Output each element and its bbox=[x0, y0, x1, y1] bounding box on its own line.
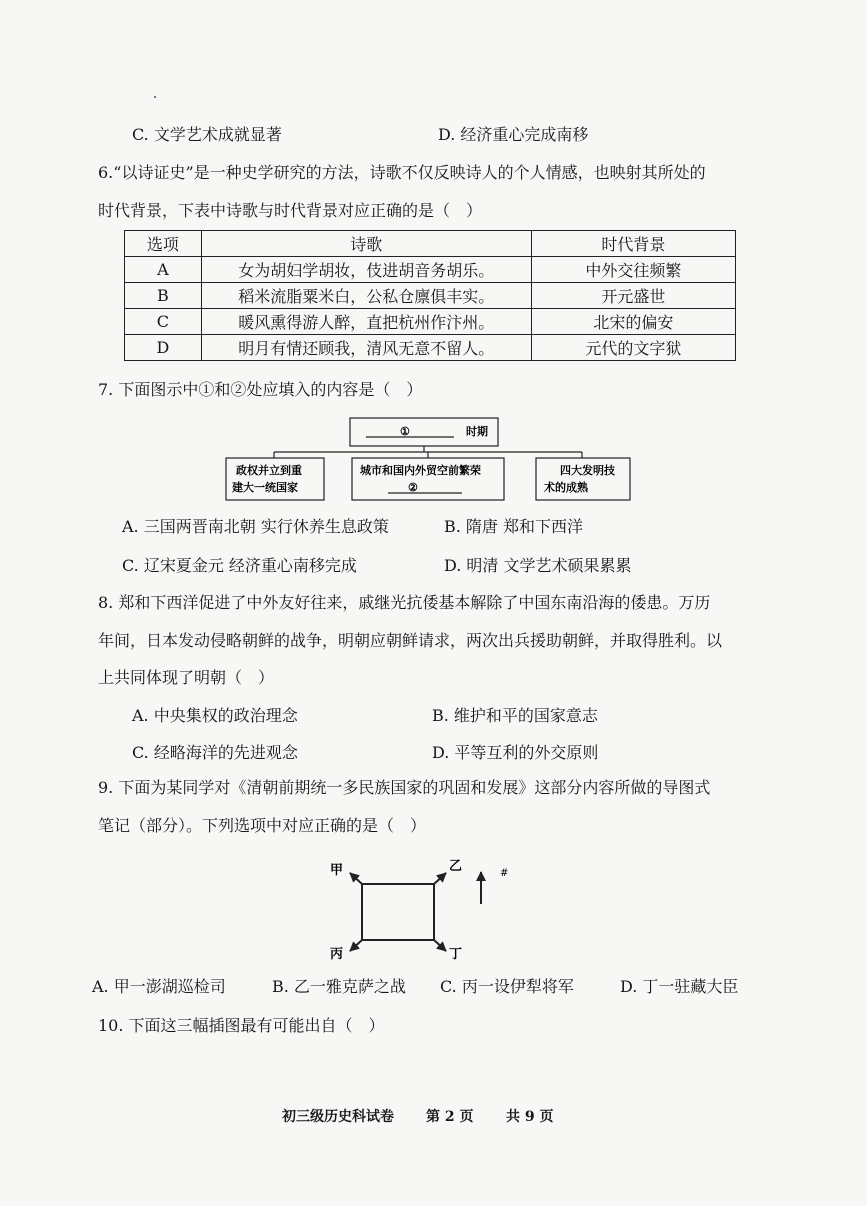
q9-option-b: B. 乙一雅克萨之战 bbox=[272, 977, 406, 996]
footer-total-pages: 共 9 页 bbox=[506, 1109, 554, 1125]
diagram-middle-text-1: 城市和国内外贸空前繁荣 bbox=[360, 464, 481, 477]
table-cell: A bbox=[125, 257, 202, 283]
q7-option-d: D. 明清 文学艺术硕果累累 bbox=[444, 556, 632, 575]
q5-option-c: C. 文学艺术成就显著 bbox=[132, 125, 282, 144]
q8-option-c: C. 经略海洋的先进观念 bbox=[132, 743, 298, 762]
q7-option-a: A. 三国两晋南北朝 实行休养生息政策 bbox=[122, 517, 389, 536]
q9-stem-line1: 9. 下面为某同学对《清朝前期统一多民族国家的巩固和发展》这部分内容所做的导图式 bbox=[98, 778, 711, 797]
table-header-cell: 选项 bbox=[125, 231, 202, 257]
q8-stem-line2: 年间，日本发动侵略朝鲜的战争，明朝应朝鲜请求，两次出兵援助朝鲜，并取得胜利。以 bbox=[98, 631, 723, 650]
mindmap-label-yi: 乙 bbox=[449, 859, 463, 874]
table-cell: D bbox=[125, 335, 202, 361]
q7-stem: 7. 下面图示中①和②处应填入的内容是（ ） bbox=[98, 380, 423, 399]
mindmap-arrow-jia bbox=[350, 873, 362, 884]
mindmap-label-bing: 丙 bbox=[330, 947, 344, 962]
q10-stem: 10. 下面这三幅插图最有可能出自（ ） bbox=[98, 1016, 385, 1035]
diagram-left-text-2: 建大一统国家 bbox=[232, 481, 298, 494]
diagram-top-suffix: 时期 bbox=[466, 425, 488, 438]
q9-stem-line2: 笔记（部分）。下列选项中对应正确的是（ ） bbox=[98, 816, 427, 835]
table-cell: B bbox=[125, 283, 202, 309]
q8-option-d: D. 平等互利的外交原则 bbox=[432, 743, 599, 762]
q6-stem-line1: 6.“以诗证史”是一种史学研究的方法，诗歌不仅反映诗人的个人情感，也映射其所处的 bbox=[98, 163, 706, 182]
q8-stem-line1: 8. 郑和下西洋促进了中外友好往来，戚继光抗倭基本解除了中国东南沿海的倭患。万历 bbox=[98, 593, 711, 612]
mindmap-arrow-bing bbox=[350, 940, 362, 951]
diagram-mark-1: ① bbox=[400, 425, 410, 438]
mindmap-center-box bbox=[362, 884, 434, 940]
diagram-right-text-2: 术的成熟 bbox=[544, 481, 588, 494]
mindmap-side-mark: # bbox=[500, 868, 509, 879]
table-cell: 元代的文字狱 bbox=[531, 335, 735, 361]
footer-exam-title: 初三级历史科试卷 bbox=[282, 1109, 394, 1125]
mindmap-arrow-yi bbox=[434, 873, 446, 884]
q7-option-c: C. 辽宋夏金元 经济重心南移完成 bbox=[122, 556, 357, 575]
mindmap-label-ding: 丁 bbox=[449, 947, 463, 962]
q9-option-a: A. 甲一澎湖巡检司 bbox=[92, 977, 226, 996]
table-cell: 女为胡妇学胡妆，伎进胡音务胡乐。 bbox=[201, 257, 531, 283]
footer-page-number: 第 2 页 bbox=[426, 1109, 474, 1125]
q8-option-a: A. 中央集权的政治理念 bbox=[132, 706, 298, 725]
table-cell: 中外交往频繁 bbox=[531, 257, 735, 283]
q5-option-d: D. 经济重心完成南移 bbox=[438, 125, 589, 144]
q9-option-c: C. 丙一设伊犁将军 bbox=[440, 977, 574, 996]
diagram-right-text-1: 四大发明技 bbox=[560, 464, 615, 477]
table-cell: C bbox=[125, 309, 202, 335]
table-cell: 稻米流脂粟米白，公私仓廪俱丰实。 bbox=[201, 283, 531, 309]
table-cell: 暖风熏得游人醉，直把杭州作汴州。 bbox=[201, 309, 531, 335]
q7-option-b: B. 隋唐 郑和下西洋 bbox=[444, 517, 584, 536]
mindmap-arrow-ding bbox=[434, 940, 446, 951]
table-cell: 开元盛世 bbox=[531, 283, 735, 309]
mindmap-label-jia: 甲 bbox=[330, 863, 344, 878]
q8-stem-line3: 上共同体现了明朝（ ） bbox=[98, 668, 275, 687]
q9-option-d: D. 丁一驻藏大臣 bbox=[620, 977, 739, 996]
q8-option-b: B. 维护和平的国家意志 bbox=[432, 706, 598, 725]
q6-stem-line2: 时代背景，下表中诗歌与时代背景对应正确的是（ ） bbox=[98, 201, 483, 220]
table-cell: 明月有情还顾我，清风无意不留人。 bbox=[201, 335, 531, 361]
diagram-mark-2: ② bbox=[408, 481, 418, 494]
diagram-left-text-1: 政权并立到重 bbox=[236, 464, 302, 477]
table-header-cell: 时代背景 bbox=[531, 231, 735, 257]
table-cell: 北宋的偏安 bbox=[531, 309, 735, 335]
table-header-cell: 诗歌 bbox=[201, 231, 531, 257]
